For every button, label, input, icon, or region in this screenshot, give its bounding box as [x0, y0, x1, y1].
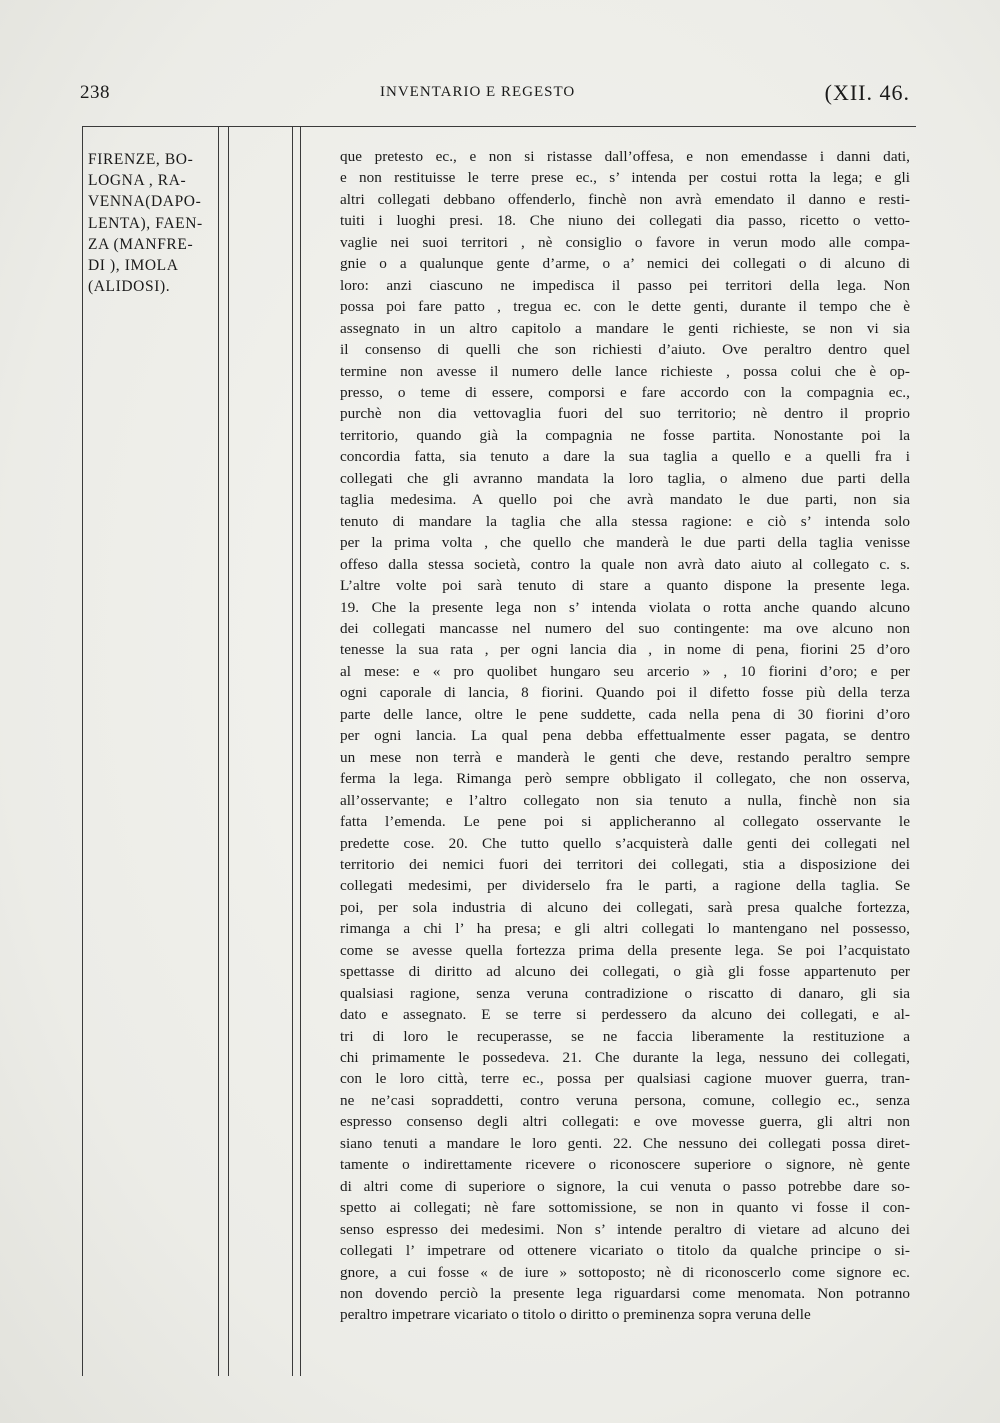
- text-line: per ogni lancia. La qual pena debba effettualmente esser pagata, se dentro: [340, 727, 910, 745]
- text-line: senso espresso dei medesimi. Non s’ intende peraltro di vietare ad alcuno dei: [340, 1220, 910, 1238]
- column-rule: [300, 126, 301, 1376]
- text-line: collegati l’ impetrare od ottenere vicariato o titolo da qualche principe o si-: [340, 1242, 910, 1260]
- text-line: altri collegati debbano offenderlo, finchè non avrà emendato il danno e resti-: [340, 190, 910, 208]
- text-line: possa poi fare patto , tregua ec. con le dette genti, durante il tempo che è: [340, 298, 910, 316]
- margin-note-places: [88, 149, 216, 297]
- text-line: 19. Che la presente lega non s’ intenda violata o rotta anche quando alcuno: [340, 598, 910, 616]
- column-rule: [292, 126, 293, 1376]
- text-line: collegati che gli avranno mandata la loro taglia, o almeno due parti della: [340, 469, 910, 487]
- text-line: ogni caporale di lancia, 8 fiorini. Quando poi il difetto fosse più della terza: [340, 684, 910, 702]
- text-line: e non restituisse le terre prese ec., s’ intenda per costui rotta la lega; e gli: [340, 169, 910, 187]
- page-number: 238: [80, 82, 110, 103]
- running-title: INVENTARIO E REGESTO: [380, 84, 576, 100]
- text-line: gnie o a qualunque gente d’arme, o a’ nemici dei collegati o di alcuno di: [340, 255, 910, 273]
- text-line: tri di loro le recuperasse, se ne faccia liberamente la restituzione a: [340, 1027, 910, 1045]
- text-line: non dovendo perciò la presente lega riguardarsi come menomata. Non potranno: [340, 1285, 910, 1303]
- text-line: chi primamente le possedeva. 21. Che durante la lega, nessuno dei collegati,: [340, 1049, 910, 1067]
- margin-note-line: FIRENZE, BO-: [88, 151, 194, 168]
- margin-note-line: LOGNA , RA-: [88, 172, 187, 190]
- margin-note-line: VENNA(DAPO-: [88, 193, 202, 211]
- text-line: termine non avesse il numero delle lance richieste , possa colui che è op-: [340, 362, 910, 380]
- margin-note-line: ZA (MANFRE-: [88, 235, 194, 253]
- text-line: que pretesto ec., e non si ristasse dall’offesa, e non emendasse i danni dati,: [340, 148, 910, 165]
- column-rule: [82, 126, 83, 1376]
- page-header: [80, 82, 910, 112]
- text-line: qualsiasi ragione, senza veruna contradizione o riscatto di danaro, gli sia: [340, 984, 910, 1002]
- text-line: siano tenuti a mandare le loro genti. 22. Che nessuno dei collegati possa diret-: [340, 1134, 910, 1152]
- text-line: poi, per sola industria di alcuno dei collegati, sarà presa qualche fortezza,: [340, 898, 910, 916]
- text-line: al mese: e « pro quolibet hungaro seu arcerio » , 10 fiorini d’oro; e per: [340, 662, 910, 680]
- text-line: territorio, quando già la compagnia ne fosse partita. Nonostante poi la: [340, 426, 910, 444]
- text-line: tamente o indirettamente ricevere o riconoscere superiore o signore, nè gente: [340, 1156, 910, 1174]
- body-text: [340, 146, 910, 1326]
- text-line: di altri come di superiore o signore, la cui venuta o passo potrebbe dare so-: [340, 1177, 910, 1195]
- section-reference: (XII. 46.: [824, 80, 910, 105]
- text-line: spetto ai collegati; nè fare sottomissione, se non in quanto vi fosse il con-: [340, 1199, 910, 1217]
- text-line: un mese non terrà e manderà le genti che deve, restando peraltro sempre: [340, 748, 910, 766]
- column-rule: [228, 126, 229, 1376]
- text-line: taglia medesima. A quello poi che avrà mandato le due parti, non sia: [340, 491, 910, 509]
- text-line: ne ne’casi sopraddetti, contro veruna persona, comune, collegio ec., senza: [340, 1091, 910, 1109]
- header-rule: [82, 126, 916, 127]
- text-line: come se avesse quella fortezza prima della presente lega. Se poi l’acquistato: [340, 941, 910, 959]
- text-line: collegati medesimi, per dividerselo fra le parti, a ragione della taglia. Se: [340, 877, 910, 895]
- margin-note-line: LENTA), FAEN-: [88, 214, 203, 232]
- text-line: il consenso di quelli che son richiesti d’aiuto. Ove peraltro dentro quel: [340, 341, 910, 359]
- text-line: dato e assegnato. E se terre si perdessero da alcuno dei collegati, e al-: [340, 1006, 910, 1024]
- text-line: predette cose. 20. Che tutto quello s’acquisterà dalle genti dei collegati nel: [340, 834, 910, 852]
- margin-note-line: (ALIDOSI).: [88, 278, 171, 296]
- text-line: per la prima volta , che quello che manderà le due parti della taglia venisse: [340, 534, 910, 552]
- text-line: purchè non dia vettovaglia fuori del suo territorio; nè dentro il proprio: [340, 405, 910, 423]
- column-rule: [218, 126, 219, 1376]
- text-line: territorio dei nemici fuori dei territori dei collegati, stia a disposizione dei: [340, 855, 910, 873]
- text-line: rimanga a chi l’ ha presa; e gli altri collegati lo mantengano nel possesso,: [340, 920, 910, 938]
- text-line: tenuto di mandare la taglia che alla stessa ragione: e ciò s’ intenda solo: [340, 512, 910, 530]
- text-line: ferma la lega. Rimanga però sempre obbligato il collegato, che non osserva,: [340, 770, 910, 788]
- text-line: L’altre volte poi sarà tenuto di stare a quanto dispone la presente lega.: [340, 577, 910, 595]
- margin-note-line: DI ), IMOLA: [88, 257, 179, 275]
- text-line: all’osservante; e l’altro collegato non sia tenuto a nulla, finchè non sia: [340, 791, 910, 809]
- text-line: dei collegati mancasse nel numero del suo contingente: ma ove alcuno non: [340, 619, 910, 637]
- text-line: loro: anzi ciascuno ne impedisca il passo pei territori della lega. Non: [340, 276, 910, 294]
- text-line: assegnato in un altro capitolo a mandare le genti richieste, se non vi sia: [340, 319, 910, 337]
- text-line: fatta l’emenda. Le pene poi si applicheranno al collegato osservante le: [340, 813, 910, 831]
- text-line: con le loro città, terre ec., possa per qualsiasi cagione muover guerra, tran-: [340, 1070, 910, 1088]
- text-line: offeso dalla stessa società, contro la quale non avrà dato aiuto al collegato c. s.: [340, 555, 910, 573]
- text-line: gnore, a cui fosse « de iure » sottoposto; nè di riconoscerlo come signore ec.: [340, 1263, 910, 1281]
- text-line: espresso consenso degli altri collegati: e ove movesse guerra, gli altri non: [340, 1113, 910, 1131]
- text-line: tenesse la sua rata , per ogni lancia dia , in nome di pena, fiorini 25 d’oro: [340, 641, 910, 659]
- text-line: concordia fatta, sia tenuto a dare la sua taglia a quello e a quelli fra i: [340, 448, 910, 466]
- text-line: presso, o teme di essere, comporsi e fare accordo con la compagnia ec.,: [340, 383, 910, 401]
- text-line: peraltro impetrare vicariato o titolo o diritto o preminenza sopra veruna delle: [340, 1306, 811, 1324]
- text-line: tuiti i luoghi presi. 18. Che niuno dei collegati dia passo, ricetto o vetto-: [340, 212, 910, 230]
- text-line: vaglie nei suoi territori , nè consiglio o favore in verun modo alle compa-: [340, 233, 910, 251]
- text-line: spettasse di diritto ad alcuno dei collegati, o già gli fosse appartenuto per: [340, 963, 910, 981]
- text-line: parte delle lance, oltre le pene suddette, cada nella pena di 30 fiorini d’oro: [340, 705, 910, 723]
